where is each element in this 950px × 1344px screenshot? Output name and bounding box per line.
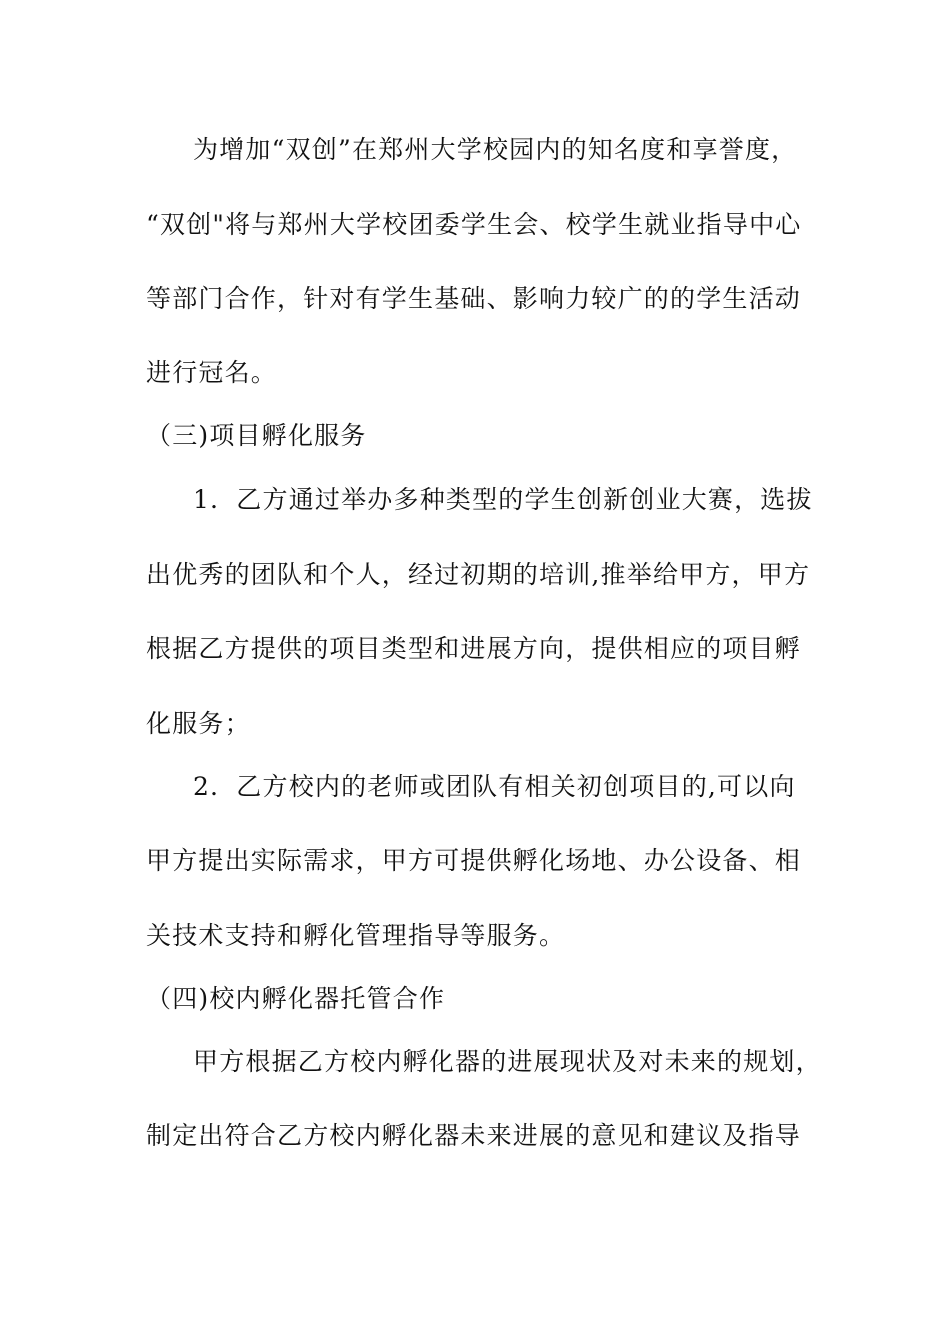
paragraph-line: 化服务； [146,709,251,738]
paragraph-line: 制定出符合乙方校内孵化器未来进展的意见和建议及指导 [146,1121,802,1150]
paragraph-line: 甲方根据乙方校内孵化器的进展现状及对未来的规划， [193,1047,822,1076]
paragraph-line: 出优秀的团队和个人，经过初期的培训,推举给甲方，甲方 [146,560,811,589]
paragraph-line: 等部门合作，针对有学生基础、影响力较广的的学生活动 [146,284,802,313]
section-heading: （四)校内孵化器托管合作 [146,984,446,1013]
paragraph-line: 甲方提出实际需求，甲方可提供孵化场地、办公设备、相 [146,846,802,875]
paragraph-line: 为增加“双创”在郑州大学校园内的知名度和享誉度， [193,135,798,164]
paragraph-line: 2．乙方校内的老师或团队有相关初创项目的,可以向 [193,772,796,801]
paragraph-line: 关技术支持和孵化管理指导等服务。 [146,921,566,950]
paragraph-line: “双创"将与郑州大学校团委学生会、校学生就业指导中心 [146,210,802,239]
paragraph-line: 1．乙方通过举办多种类型的学生创新创业大赛，选拔 [193,485,813,514]
paragraph-line: 进行冠名。 [146,358,278,387]
paragraph-line: 根据乙方提供的项目类型和进展方向，提供相应的项目孵 [146,634,802,663]
section-heading: （三)项目孵化服务 [146,421,367,450]
